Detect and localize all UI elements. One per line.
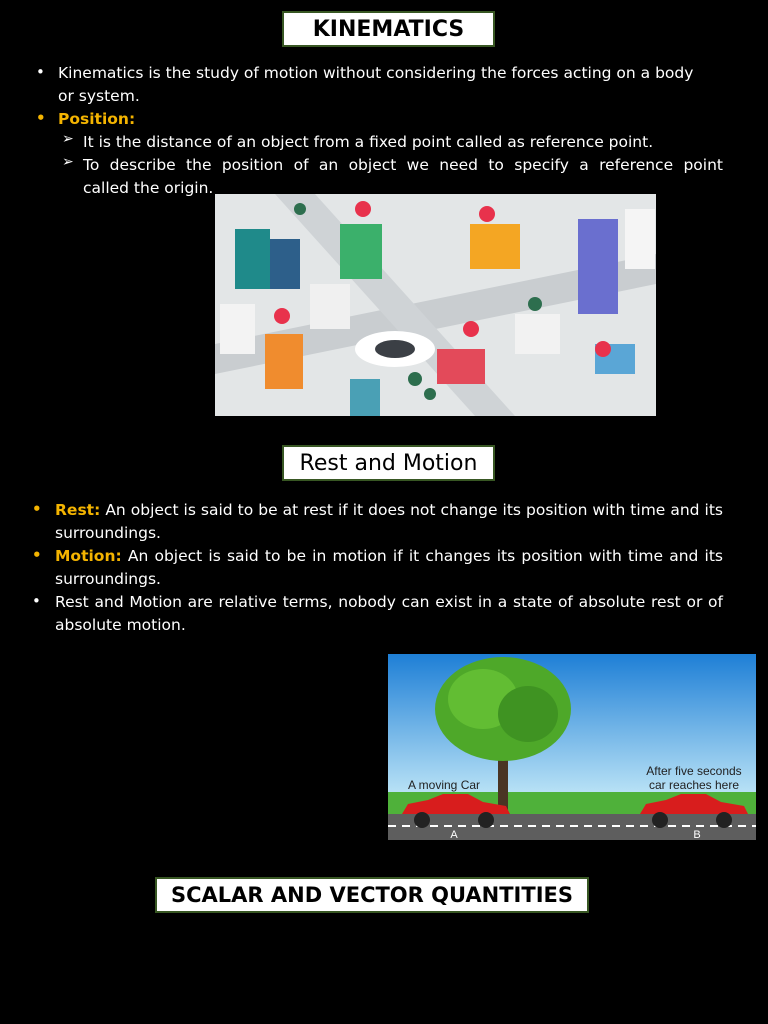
relative-line-1: Rest and Motion are relative terms, nobody can exist in a state of absolute rest or of — [55, 593, 723, 611]
rest-line-2: surroundings. — [55, 524, 161, 542]
bullet-dot: • — [36, 109, 46, 127]
rest-text: An object is said to be at rest if it does not change its position with time and its — [105, 501, 723, 519]
after-label-2: car reaches here — [648, 778, 740, 792]
motion-definition — [55, 545, 723, 591]
definition-line-1: Kinematics is the study of motion without considering the forces acting on a body — [58, 64, 694, 82]
definition-line-2: or system. — [58, 87, 140, 105]
moving-car-label: A moving Car — [408, 778, 481, 792]
relative-line-2: absolute motion. — [55, 616, 186, 634]
arrow-bullet-icon: ➢ — [62, 154, 74, 170]
scalar-vector-title: SCALAR AND VECTOR QUANTITIES — [155, 877, 589, 913]
position-sub1: It is the distance of an object from a fixed point called as reference point. — [83, 133, 654, 151]
relative-terms — [55, 591, 723, 637]
bullet-dot: • — [32, 500, 42, 518]
rest-line-1 — [55, 499, 723, 522]
moving-car-illustration — [388, 654, 756, 840]
motion-label: Motion: — [55, 547, 122, 565]
point-b-label: B — [693, 829, 701, 840]
rest-motion-title: Rest and Motion — [282, 445, 495, 481]
bullet-dot: • — [32, 592, 41, 610]
point-a-label: A — [450, 829, 458, 840]
position-label: Position: — [58, 110, 136, 128]
city-illustration — [215, 194, 656, 416]
arrow-bullet-icon: ➢ — [62, 131, 74, 147]
sub2-line-1: To describe the position of an object we need to specify a reference point — [83, 156, 723, 174]
bullet-dot: • — [36, 63, 45, 81]
motion-line-1 — [55, 545, 723, 568]
rest-label: Rest: — [55, 501, 101, 519]
sub2-line-2: called the origin. — [83, 179, 214, 197]
after-label-1: After five seconds — [646, 764, 742, 778]
rest-definition — [55, 499, 723, 545]
kinematics-title: KINEMATICS — [282, 11, 495, 47]
bullet-dot: • — [32, 546, 42, 564]
motion-text: An object is said to be in motion if it changes its position with time and its — [127, 547, 723, 565]
motion-line-2: surroundings. — [55, 570, 161, 588]
kinematics-definition — [58, 62, 738, 108]
